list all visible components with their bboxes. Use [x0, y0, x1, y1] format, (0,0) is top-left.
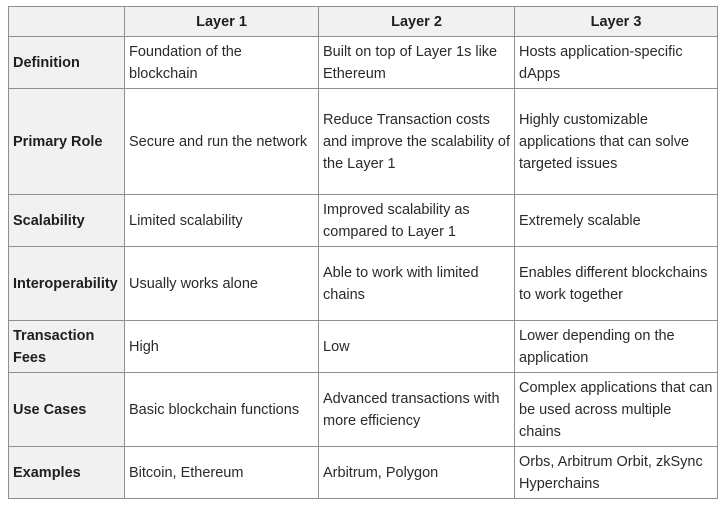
cell-scalability-layer-1: Limited scalability: [125, 195, 319, 247]
cell-transaction-fees-layer-3: Lower depending on the application: [515, 321, 718, 373]
cell-use-cases-layer-2: Advanced transactions with more efficiency: [319, 373, 515, 447]
cell-use-cases-layer-1: Basic blockchain functions: [125, 373, 319, 447]
cell-interoperability-layer-2: Able to work with limited chains: [319, 247, 515, 321]
cell-primary-role-layer-3: Highly customizable applications that can solve targeted issues: [515, 89, 718, 195]
cell-definition-layer-3: Hosts application-specific dApps: [515, 37, 718, 89]
cell-interoperability-layer-1: Usually works alone: [125, 247, 319, 321]
cell-scalability-layer-3: Extremely scalable: [515, 195, 718, 247]
header-row: [9, 7, 718, 37]
row-label-transaction-fees: Transaction Fees: [9, 321, 125, 373]
cell-use-cases-layer-3: Complex applications that can be used across multiple chains: [515, 373, 718, 447]
cell-examples-layer-1: Bitcoin, Ethereum: [125, 447, 319, 499]
cell-examples-layer-3: Orbs, Arbitrum Orbit, zkSync Hyperchains: [515, 447, 718, 499]
cell-primary-role-layer-2: Reduce Transaction costs and improve the scalability of the Layer 1: [319, 89, 515, 195]
header-layer-1: Layer 1: [125, 7, 319, 37]
table-row-interoperability: [9, 247, 718, 321]
row-label-primary-role: Primary Role: [9, 89, 125, 195]
cell-transaction-fees-layer-1: High: [125, 321, 319, 373]
table-row-use-cases: [9, 373, 718, 447]
cell-primary-role-layer-1: Secure and run the network: [125, 89, 319, 195]
table-row-transaction-fees: [9, 321, 718, 373]
table-row-definition: [9, 37, 718, 89]
row-label-examples: Examples: [9, 447, 125, 499]
table-row-primary-role: [9, 89, 718, 195]
cell-scalability-layer-2: Improved scalability as compared to Layer 1: [319, 195, 515, 247]
comparison-table-container: [8, 6, 718, 499]
row-label-scalability: Scalability: [9, 195, 125, 247]
cell-interoperability-layer-3: Enables different blockchains to work together: [515, 247, 718, 321]
header-layer-2: Layer 2: [319, 7, 515, 37]
table-row-examples: [9, 447, 718, 499]
header-layer-3: Layer 3: [515, 7, 718, 37]
row-label-interoperability: Interoperability: [9, 247, 125, 321]
layer-comparison-table: [8, 6, 718, 499]
cell-definition-layer-2: Built on top of Layer 1s like Ethereum: [319, 37, 515, 89]
row-label-use-cases: Use Cases: [9, 373, 125, 447]
row-label-definition: Definition: [9, 37, 125, 89]
cell-transaction-fees-layer-2: Low: [319, 321, 515, 373]
cell-examples-layer-2: Arbitrum, Polygon: [319, 447, 515, 499]
header-corner: [9, 7, 125, 37]
table-row-scalability: [9, 195, 718, 247]
cell-definition-layer-1: Foundation of the blockchain: [125, 37, 319, 89]
